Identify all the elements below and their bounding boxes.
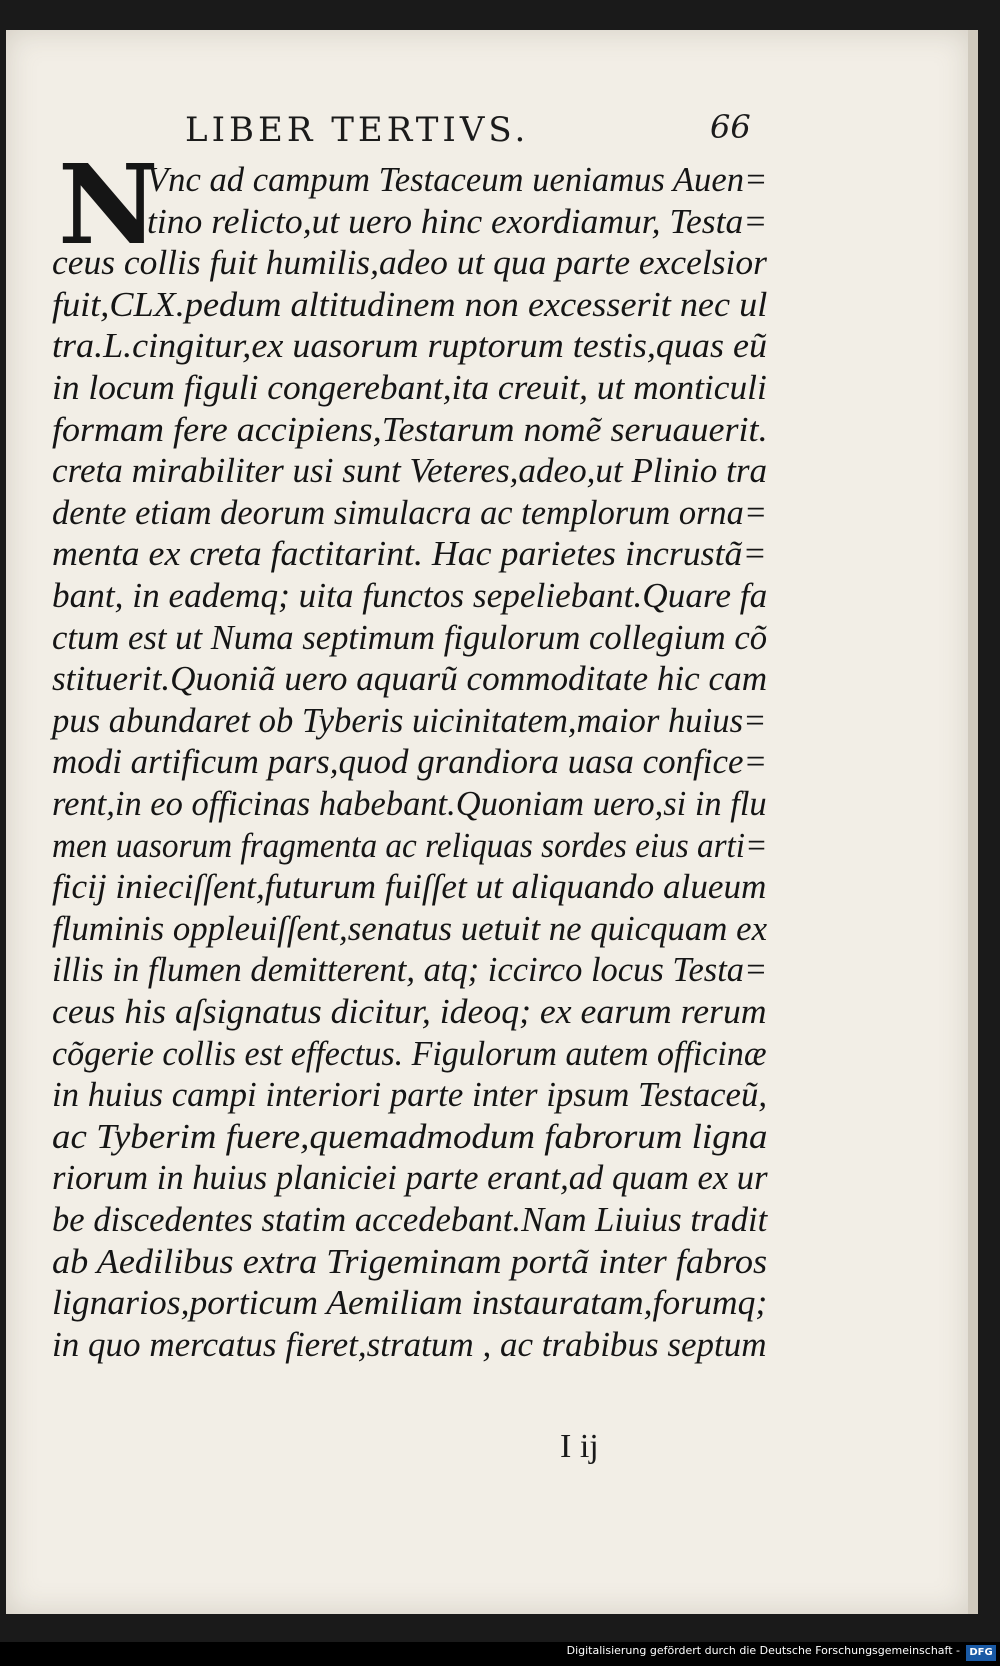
text-line: bant, in eademq; uita functos sepeliebant.Quare fa (52, 576, 768, 615)
text-line: dente etiam deorum simulacra ac templorum orna= (52, 492, 768, 532)
text-line: illis in flumen demitterent, atq; iccirco locus Testa= (52, 950, 768, 990)
text-line: formam fere accipiens,Testarum nomẽ seruauerit. (52, 409, 768, 449)
text-line: pus abundaret ob Tyberis uicinitatem,maior huius= (52, 700, 767, 740)
page-edge (968, 30, 978, 1614)
page-number: 66 (710, 108, 751, 146)
text-line: ceus his aſsignatus dicitur, ideoq; ex earum rerum (52, 992, 767, 1031)
drop-cap: N (58, 140, 159, 269)
text-line: fluminis oppleuiſſent,senatus uetuit ne quicquam ex (52, 908, 768, 948)
text-line: rent,in eo officinas habebant.Quoniam uero,si in flu (52, 784, 767, 823)
text-line: modi artificum pars,quod grandiora uasa confice= (52, 742, 768, 782)
page-header (140, 110, 780, 152)
text-line: riorum in huius planiciei parte erant,ad quam ex ur (52, 1158, 768, 1198)
text-line: fuit,CLX.pedum altitudinem non excesserit nec ul (52, 284, 768, 324)
text-line: Vnc ad campum Testaceum ueniamus Auen= (147, 160, 768, 199)
text-line: stituerit.Quoniã uero aquarũ commoditate hic cam (52, 659, 768, 699)
text-line: tino relicto,ut uero hinc exordiamur, Testa= (147, 201, 768, 241)
text-line: ctum est ut Numa septimum figulorum collegium cõ (52, 617, 768, 657)
text-line: be discedentes statim accedebant.Nam Liuius tradit (52, 1200, 768, 1239)
text-line: ceus collis fuit humilis,adeo ut qua parte excelsior (52, 243, 767, 283)
text-line: cõgerie collis est effectus. Figulorum autem officinæ (52, 1033, 767, 1073)
text-line: creta mirabiliter usi sunt Veteres,adeo,ut Plinio tra (52, 451, 768, 491)
text-line: ficij inieciſſent,futurum fuiſſet ut aliquando alueum (52, 867, 767, 907)
footer-bar (0, 1642, 1000, 1666)
text-line: in locum figuli congerebant,ita creuit, ut monticuli (52, 368, 767, 407)
signature-mark: I ij (560, 1428, 599, 1465)
running-title: LIBER TERTIVS. (185, 110, 530, 150)
text-line: men uasorum fragmenta ac reliquas sordes eius arti= (52, 825, 768, 865)
text-line: tra.L.cingitur,ex uasorum ruptorum testis,quas eũ (52, 326, 768, 366)
text-line: menta ex creta factitarint. Hac parietes incrustã= (52, 534, 767, 574)
text-line: in quo mercatus fieret,stratum , ac trabibus septum (52, 1324, 767, 1364)
text-line: ac Tyberim fuere,quemadmodum fabrorum ligna (52, 1116, 768, 1156)
text-line: lignarios,porticum Aemiliam instauratam,forumq; (52, 1283, 768, 1323)
dfg-logo: DFG (966, 1645, 996, 1661)
text-line: in huius campi interiori parte inter ipsum Testaceũ, (52, 1075, 768, 1115)
footer-credit: Digitalisierung gefördert durch die Deutsche Forschungsgemeinschaft - (566, 1644, 960, 1657)
text-line: ab Aedilibus extra Trigeminam portã inter fabros (52, 1241, 768, 1281)
